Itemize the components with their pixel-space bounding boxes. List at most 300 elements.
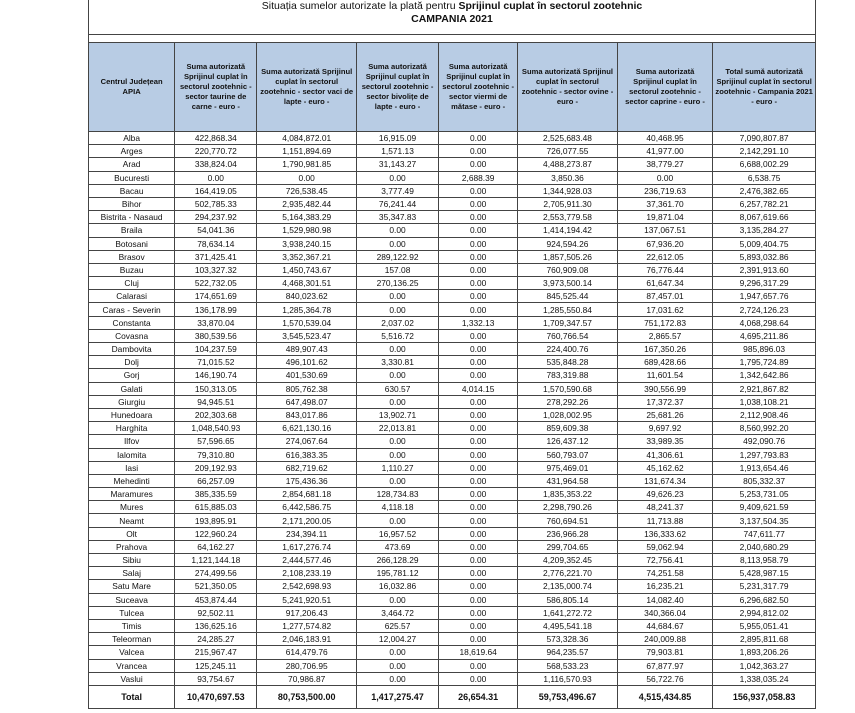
caprine-cell: 48,241.37 bbox=[617, 501, 712, 514]
taurine-cell: 92,502.11 bbox=[175, 606, 257, 619]
taurine-cell: 209,192.93 bbox=[175, 461, 257, 474]
bivolite-cell: 473.69 bbox=[356, 540, 438, 553]
ovine-cell: 560,793.07 bbox=[518, 448, 618, 461]
table-row bbox=[89, 606, 816, 619]
ovine-cell: 535,848.28 bbox=[518, 356, 618, 369]
vaci-lapte-cell: 1,570,539.04 bbox=[257, 316, 357, 329]
vaci-lapte-cell: 2,444,577.46 bbox=[257, 554, 357, 567]
title-line1 bbox=[89, 0, 815, 13]
viermi-matase-cell: 0.00 bbox=[439, 567, 518, 580]
table-row bbox=[89, 290, 816, 303]
viermi-matase-cell: 0.00 bbox=[439, 540, 518, 553]
total-cell: 6,688,002.29 bbox=[713, 158, 816, 171]
bivolite-cell: 0.00 bbox=[356, 646, 438, 659]
taurine-cell: 174,651.69 bbox=[175, 290, 257, 303]
campaign-title: CAMPANIA 2021 bbox=[411, 13, 493, 25]
vaci-lapte-cell: 5,164,383.29 bbox=[257, 211, 357, 224]
caprine-cell: 72,756.41 bbox=[617, 554, 712, 567]
viermi-matase-cell: 0.00 bbox=[439, 488, 518, 501]
header-vaci-lapte: Suma autorizată Sprijinul cuplat în sectorul zootehnic - sector vaci de lapte - euro - bbox=[257, 43, 357, 132]
county-cell: Prahova bbox=[89, 540, 175, 553]
viermi-matase-cell: 0.00 bbox=[439, 356, 518, 369]
county-cell: Olt bbox=[89, 527, 175, 540]
county-cell: Teleorman bbox=[89, 633, 175, 646]
total-cell: 1,297,793.83 bbox=[713, 448, 816, 461]
viermi-matase-cell: 0.00 bbox=[439, 132, 518, 145]
total-cell: 2,921,867.82 bbox=[713, 382, 816, 395]
caprine-cell: 38,779.27 bbox=[617, 158, 712, 171]
vaci-lapte-cell: 2,108,233.19 bbox=[257, 567, 357, 580]
vaci-lapte-cell: 4,084,872.01 bbox=[257, 132, 357, 145]
title-prefix: Situația sumelor autorizate la plată pentru bbox=[261, 0, 459, 12]
viermi-matase-cell: 0.00 bbox=[439, 448, 518, 461]
bivolite-cell: 3,464.72 bbox=[356, 606, 438, 619]
table-row bbox=[89, 408, 816, 421]
bivolite-cell: 16,957.52 bbox=[356, 527, 438, 540]
taurine-cell: 380,539.56 bbox=[175, 329, 257, 342]
taurine-cell: 136,625.16 bbox=[175, 619, 257, 632]
table-row bbox=[89, 184, 816, 197]
ovine-cell: 1,835,353.22 bbox=[518, 488, 618, 501]
taurine-cell: 453,874.44 bbox=[175, 593, 257, 606]
table-row bbox=[89, 580, 816, 593]
table-row bbox=[89, 474, 816, 487]
caprine-cell: 0.00 bbox=[617, 171, 712, 184]
taurine-cell: 502,785.33 bbox=[175, 197, 257, 210]
bivolite-cell: 2,037.02 bbox=[356, 316, 438, 329]
bivolite-cell: 3,330.81 bbox=[356, 356, 438, 369]
ovine-cell: 760,909.08 bbox=[518, 263, 618, 276]
table-row bbox=[89, 171, 816, 184]
viermi-matase-cell: 0.00 bbox=[439, 474, 518, 487]
taurine-cell: 0.00 bbox=[175, 171, 257, 184]
county-cell: Botosani bbox=[89, 237, 175, 250]
total-cell: 4,695,211.86 bbox=[713, 329, 816, 342]
vaci-lapte-cell: 2,046,183.91 bbox=[257, 633, 357, 646]
bivolite-cell: 16,915.09 bbox=[356, 132, 438, 145]
vaci-lapte-cell: 2,542,698.93 bbox=[257, 580, 357, 593]
county-cell: Ialomita bbox=[89, 448, 175, 461]
county-cell: Vrancea bbox=[89, 659, 175, 672]
ovine-cell: 224,400.76 bbox=[518, 343, 618, 356]
header-row bbox=[89, 43, 816, 132]
vaci-lapte-cell: 6,621,130.16 bbox=[257, 422, 357, 435]
caprine-cell: 340,366.04 bbox=[617, 606, 712, 619]
caprine-cell: 67,936.20 bbox=[617, 237, 712, 250]
vaci-lapte-cell: 401,530.69 bbox=[257, 369, 357, 382]
table-row bbox=[89, 303, 816, 316]
vaci-lapte-cell: 6,442,586.75 bbox=[257, 501, 357, 514]
county-cell: Neamt bbox=[89, 514, 175, 527]
vaci-lapte-cell: 682,719.62 bbox=[257, 461, 357, 474]
ovine-cell: 1,570,590.68 bbox=[518, 382, 618, 395]
bivolite-cell: 31,143.27 bbox=[356, 158, 438, 171]
total-total-cell: 156,937,058.83 bbox=[713, 685, 816, 708]
ovine-cell: 760,694.51 bbox=[518, 514, 618, 527]
caprine-cell: 41,977.00 bbox=[617, 145, 712, 158]
table-row bbox=[89, 554, 816, 567]
county-cell: Arges bbox=[89, 145, 175, 158]
total-cell: 2,391,913.60 bbox=[713, 263, 816, 276]
bivolite-cell: 0.00 bbox=[356, 369, 438, 382]
caprine-cell: 11,713.88 bbox=[617, 514, 712, 527]
vaci-lapte-cell: 3,545,523.47 bbox=[257, 329, 357, 342]
viermi-matase-cell: 0.00 bbox=[439, 224, 518, 237]
ovine-cell: 1,028,002.95 bbox=[518, 408, 618, 421]
bivolite-cell: 270,136.25 bbox=[356, 277, 438, 290]
table-row bbox=[89, 369, 816, 382]
vaci-lapte-cell: 2,935,482.44 bbox=[257, 197, 357, 210]
vaci-lapte-cell: 1,450,743.67 bbox=[257, 263, 357, 276]
bivolite-cell: 0.00 bbox=[356, 435, 438, 448]
caprine-cell: 41,306.61 bbox=[617, 448, 712, 461]
caprine-cell: 40,468.95 bbox=[617, 132, 712, 145]
bivolite-cell: 0.00 bbox=[356, 303, 438, 316]
table-row bbox=[89, 422, 816, 435]
total-cell: 8,067,619.66 bbox=[713, 211, 816, 224]
table-row bbox=[89, 646, 816, 659]
vaci-lapte-cell: 726,538.45 bbox=[257, 184, 357, 197]
title-box bbox=[88, 0, 816, 35]
vaci-lapte-cell: 1,285,364.78 bbox=[257, 303, 357, 316]
county-cell: Sibiu bbox=[89, 554, 175, 567]
viermi-matase-cell: 0.00 bbox=[439, 237, 518, 250]
county-cell: Braila bbox=[89, 224, 175, 237]
total-cell: 5,893,032.86 bbox=[713, 250, 816, 263]
taurine-cell: 1,048,540.93 bbox=[175, 422, 257, 435]
taurine-cell: 136,178.99 bbox=[175, 303, 257, 316]
total-cell: 747,611.77 bbox=[713, 527, 816, 540]
taurine-cell: 122,960.24 bbox=[175, 527, 257, 540]
ovine-cell: 4,488,273.87 bbox=[518, 158, 618, 171]
total-cell: 6,257,782.21 bbox=[713, 197, 816, 210]
county-cell: Caras - Severin bbox=[89, 303, 175, 316]
vaci-lapte-cell: 843,017.86 bbox=[257, 408, 357, 421]
ovine-cell: 2,298,790.26 bbox=[518, 501, 618, 514]
county-cell: Ilfov bbox=[89, 435, 175, 448]
ovine-cell: 236,966.28 bbox=[518, 527, 618, 540]
vaci-lapte-cell: 1,790,981.85 bbox=[257, 158, 357, 171]
ovine-cell: 726,077.55 bbox=[518, 145, 618, 158]
viermi-matase-cell: 0.00 bbox=[439, 197, 518, 210]
viermi-matase-cell: 0.00 bbox=[439, 263, 518, 276]
taurine-cell: 79,310.80 bbox=[175, 448, 257, 461]
total-cell: 1,947,657.76 bbox=[713, 290, 816, 303]
county-cell: Arad bbox=[89, 158, 175, 171]
header-caprine: Suma autorizată Sprijinul cuplat în sectorul zootehnic - sector caprine - euro - bbox=[617, 43, 712, 132]
ovine-cell: 1,641,272.72 bbox=[518, 606, 618, 619]
ovine-cell: 2,525,683.48 bbox=[518, 132, 618, 145]
caprine-cell: 87,457.01 bbox=[617, 290, 712, 303]
county-cell: Constanta bbox=[89, 316, 175, 329]
viermi-matase-cell: 0.00 bbox=[439, 211, 518, 224]
header-total: Total sumă autorizată Sprijinul cuplat în sectorul zootehnic - Campania 2021 - euro - bbox=[713, 43, 816, 132]
ovine-cell: 924,594.26 bbox=[518, 237, 618, 250]
vaci-lapte-cell: 917,206.43 bbox=[257, 606, 357, 619]
total-row bbox=[89, 685, 816, 708]
bivolite-cell: 0.00 bbox=[356, 395, 438, 408]
viermi-matase-cell: 0.00 bbox=[439, 619, 518, 632]
bivolite-cell: 289,122.92 bbox=[356, 250, 438, 263]
bivolite-cell: 128,734.83 bbox=[356, 488, 438, 501]
total-cell: 8,560,992.20 bbox=[713, 422, 816, 435]
caprine-cell: 16,235.21 bbox=[617, 580, 712, 593]
total-cell: 2,142,291.10 bbox=[713, 145, 816, 158]
caprine-cell: 61,647.34 bbox=[617, 277, 712, 290]
bivolite-cell: 195,781.12 bbox=[356, 567, 438, 580]
caprine-cell: 79,903.81 bbox=[617, 646, 712, 659]
total-cell: 1,038,108.21 bbox=[713, 395, 816, 408]
table-row bbox=[89, 448, 816, 461]
header-county: Centrul Județean APIA bbox=[89, 43, 175, 132]
vaci-lapte-cell: 2,854,681.18 bbox=[257, 488, 357, 501]
vaci-lapte-cell: 1,151,894.69 bbox=[257, 145, 357, 158]
viermi-matase-cell: 0.00 bbox=[439, 303, 518, 316]
bivolite-cell: 13,902.71 bbox=[356, 408, 438, 421]
ovine-cell: 975,469.01 bbox=[518, 461, 618, 474]
taurine-cell: 220,770.72 bbox=[175, 145, 257, 158]
ovine-cell: 4,209,352.45 bbox=[518, 554, 618, 567]
bivolite-cell: 0.00 bbox=[356, 593, 438, 606]
viermi-matase-cell: 0.00 bbox=[439, 290, 518, 303]
caprine-cell: 14,082.40 bbox=[617, 593, 712, 606]
county-cell: Bacau bbox=[89, 184, 175, 197]
county-cell: Suceava bbox=[89, 593, 175, 606]
table-row bbox=[89, 672, 816, 685]
vaci-lapte-cell: 614,479.76 bbox=[257, 646, 357, 659]
bivolite-cell: 12,004.27 bbox=[356, 633, 438, 646]
county-cell: Cluj bbox=[89, 277, 175, 290]
taurine-cell: 193,895.91 bbox=[175, 514, 257, 527]
bivolite-cell: 266,128.29 bbox=[356, 554, 438, 567]
vaci-lapte-cell: 1,617,276.74 bbox=[257, 540, 357, 553]
vaci-lapte-cell: 840,023.62 bbox=[257, 290, 357, 303]
vaci-lapte-cell: 4,468,301.51 bbox=[257, 277, 357, 290]
bivolite-cell: 0.00 bbox=[356, 343, 438, 356]
total-cell: 1,913,654.46 bbox=[713, 461, 816, 474]
caprine-cell: 689,428.66 bbox=[617, 356, 712, 369]
viermi-matase-cell: 0.00 bbox=[439, 580, 518, 593]
viermi-matase-cell: 0.00 bbox=[439, 250, 518, 263]
bivolite-cell: 157.08 bbox=[356, 263, 438, 276]
ovine-cell: 568,533.23 bbox=[518, 659, 618, 672]
caprine-cell: 44,684.67 bbox=[617, 619, 712, 632]
table-row bbox=[89, 250, 816, 263]
viermi-matase-cell: 0.00 bbox=[439, 158, 518, 171]
viermi-matase-cell: 0.00 bbox=[439, 672, 518, 685]
ovine-cell: 845,525.44 bbox=[518, 290, 618, 303]
ovine-cell: 1,116,570.93 bbox=[518, 672, 618, 685]
amounts-table bbox=[88, 42, 816, 709]
vaci-lapte-cell: 496,101.62 bbox=[257, 356, 357, 369]
total-cell: 2,895,811.68 bbox=[713, 633, 816, 646]
viermi-matase-cell: 4,014.15 bbox=[439, 382, 518, 395]
caprine-cell: 11,601.54 bbox=[617, 369, 712, 382]
bivolite-cell: 0.00 bbox=[356, 672, 438, 685]
caprine-cell: 9,697.92 bbox=[617, 422, 712, 435]
taurine-cell: 422,868.34 bbox=[175, 132, 257, 145]
table-row bbox=[89, 316, 816, 329]
ovine-cell: 586,805.14 bbox=[518, 593, 618, 606]
total-cell: 9,296,317.29 bbox=[713, 277, 816, 290]
table-row bbox=[89, 329, 816, 342]
bivolite-cell: 76,241.44 bbox=[356, 197, 438, 210]
total-caprine-cell: 4,515,434.85 bbox=[617, 685, 712, 708]
caprine-cell: 45,162.62 bbox=[617, 461, 712, 474]
total-cell: 6,538.75 bbox=[713, 171, 816, 184]
table-row bbox=[89, 593, 816, 606]
table-row bbox=[89, 633, 816, 646]
viermi-matase-cell: 0.00 bbox=[439, 633, 518, 646]
county-cell: Calarasi bbox=[89, 290, 175, 303]
vaci-lapte-cell: 1,529,980.98 bbox=[257, 224, 357, 237]
table-row bbox=[89, 527, 816, 540]
caprine-cell: 137,067.51 bbox=[617, 224, 712, 237]
total-cell: 9,409,621.59 bbox=[713, 501, 816, 514]
total-cell: 805,332.37 bbox=[713, 474, 816, 487]
county-cell: Bucuresti bbox=[89, 171, 175, 184]
ovine-cell: 1,857,505.26 bbox=[518, 250, 618, 263]
bivolite-cell: 630.57 bbox=[356, 382, 438, 395]
total-cell: 2,476,382.65 bbox=[713, 184, 816, 197]
ovine-cell: 1,414,194.42 bbox=[518, 224, 618, 237]
taurine-cell: 215,967.47 bbox=[175, 646, 257, 659]
taurine-cell: 78,634.14 bbox=[175, 237, 257, 250]
caprine-cell: 751,172.83 bbox=[617, 316, 712, 329]
county-cell: Buzau bbox=[89, 263, 175, 276]
ovine-cell: 859,609.38 bbox=[518, 422, 618, 435]
caprine-cell: 17,031.62 bbox=[617, 303, 712, 316]
vaci-lapte-cell: 274,067.64 bbox=[257, 435, 357, 448]
vaci-lapte-cell: 5,241,920.51 bbox=[257, 593, 357, 606]
total-cell: 8,113,958.79 bbox=[713, 554, 816, 567]
taurine-cell: 522,732.05 bbox=[175, 277, 257, 290]
county-cell: Timis bbox=[89, 619, 175, 632]
total-cell: 2,994,812.02 bbox=[713, 606, 816, 619]
ovine-cell: 783,319.88 bbox=[518, 369, 618, 382]
table-row bbox=[89, 356, 816, 369]
county-cell: Maramures bbox=[89, 488, 175, 501]
caprine-cell: 67,877.97 bbox=[617, 659, 712, 672]
table-row bbox=[89, 567, 816, 580]
total-cell: 3,135,284.27 bbox=[713, 224, 816, 237]
caprine-cell: 76,776.44 bbox=[617, 263, 712, 276]
viermi-matase-cell: 0.00 bbox=[439, 184, 518, 197]
table-row bbox=[89, 461, 816, 474]
total-cell: 5,231,317.79 bbox=[713, 580, 816, 593]
taurine-cell: 33,870.04 bbox=[175, 316, 257, 329]
viermi-matase-cell: 0.00 bbox=[439, 527, 518, 540]
county-cell: Satu Mare bbox=[89, 580, 175, 593]
taurine-cell: 164,419.05 bbox=[175, 184, 257, 197]
taurine-cell: 57,596.65 bbox=[175, 435, 257, 448]
county-cell: Galati bbox=[89, 382, 175, 395]
caprine-cell: 59,062.94 bbox=[617, 540, 712, 553]
vaci-lapte-cell: 3,352,367.21 bbox=[257, 250, 357, 263]
title-bold-part: Sprijinul cuplat în sectorul zootehnic bbox=[458, 0, 643, 12]
bivolite-cell: 0.00 bbox=[356, 224, 438, 237]
viermi-matase-cell: 0.00 bbox=[439, 514, 518, 527]
county-cell: Mures bbox=[89, 501, 175, 514]
ovine-cell: 1,344,928.03 bbox=[518, 184, 618, 197]
county-cell: Bistrita - Nasaud bbox=[89, 211, 175, 224]
vaci-lapte-cell: 805,762.38 bbox=[257, 382, 357, 395]
bivolite-cell: 1,571.13 bbox=[356, 145, 438, 158]
total-cell: 5,009,404.75 bbox=[713, 237, 816, 250]
table-row bbox=[89, 277, 816, 290]
vaci-lapte-cell: 70,986.87 bbox=[257, 672, 357, 685]
viermi-matase-cell: 2,688.39 bbox=[439, 171, 518, 184]
caprine-cell: 131,674.34 bbox=[617, 474, 712, 487]
bivolite-cell: 0.00 bbox=[356, 237, 438, 250]
bivolite-cell: 0.00 bbox=[356, 474, 438, 487]
viermi-matase-cell: 18,619.64 bbox=[439, 646, 518, 659]
total-cell: 492,090.76 bbox=[713, 435, 816, 448]
total-cell: 1,042,363.27 bbox=[713, 659, 816, 672]
header-ovine: Suma autorizată Sprijinul cuplat în sectorul zootehnic - sector ovine - euro - bbox=[518, 43, 618, 132]
taurine-cell: 150,313.05 bbox=[175, 382, 257, 395]
table-row bbox=[89, 224, 816, 237]
caprine-cell: 56,722.76 bbox=[617, 672, 712, 685]
county-cell: Hunedoara bbox=[89, 408, 175, 421]
caprine-cell: 236,719.63 bbox=[617, 184, 712, 197]
table-row bbox=[89, 132, 816, 145]
bivolite-cell: 1,110.27 bbox=[356, 461, 438, 474]
total-cell: 2,112,908.46 bbox=[713, 408, 816, 421]
bivolite-cell: 3,777.49 bbox=[356, 184, 438, 197]
taurine-cell: 71,015.52 bbox=[175, 356, 257, 369]
table-row bbox=[89, 540, 816, 553]
vaci-lapte-cell: 1,277,574.82 bbox=[257, 619, 357, 632]
caprine-cell: 37,361.70 bbox=[617, 197, 712, 210]
ovine-cell: 3,973,500.14 bbox=[518, 277, 618, 290]
caprine-cell: 390,556.99 bbox=[617, 382, 712, 395]
viermi-matase-cell: 0.00 bbox=[439, 659, 518, 672]
caprine-cell: 33,989.35 bbox=[617, 435, 712, 448]
taurine-cell: 64,162.27 bbox=[175, 540, 257, 553]
caprine-cell: 17,372.37 bbox=[617, 395, 712, 408]
vaci-lapte-cell: 3,938,240.15 bbox=[257, 237, 357, 250]
total-cell: 3,137,504.35 bbox=[713, 514, 816, 527]
table-row bbox=[89, 263, 816, 276]
viermi-matase-cell: 1,332.13 bbox=[439, 316, 518, 329]
county-cell: Alba bbox=[89, 132, 175, 145]
vaci-lapte-cell: 616,383.35 bbox=[257, 448, 357, 461]
viermi-matase-cell: 0.00 bbox=[439, 501, 518, 514]
total-cell: 5,955,051.41 bbox=[713, 619, 816, 632]
county-cell: Vaslui bbox=[89, 672, 175, 685]
ovine-cell: 4,495,541.18 bbox=[518, 619, 618, 632]
total-viermi-matase-cell: 26,654.31 bbox=[439, 685, 518, 708]
viermi-matase-cell: 0.00 bbox=[439, 593, 518, 606]
total-cell: 5,428,987.15 bbox=[713, 567, 816, 580]
county-cell: Covasna bbox=[89, 329, 175, 342]
table-row bbox=[89, 435, 816, 448]
bivolite-cell: 0.00 bbox=[356, 514, 438, 527]
table-row bbox=[89, 488, 816, 501]
ovine-cell: 2,705,911.30 bbox=[518, 197, 618, 210]
taurine-cell: 274,499.56 bbox=[175, 567, 257, 580]
table-row bbox=[89, 501, 816, 514]
vaci-lapte-cell: 2,171,200.05 bbox=[257, 514, 357, 527]
table-row bbox=[89, 659, 816, 672]
caprine-cell: 25,681.26 bbox=[617, 408, 712, 421]
county-cell: Dambovita bbox=[89, 343, 175, 356]
taurine-cell: 385,335.59 bbox=[175, 488, 257, 501]
caprine-cell: 136,333.62 bbox=[617, 527, 712, 540]
taurine-cell: 1,121,144.18 bbox=[175, 554, 257, 567]
taurine-cell: 294,237.92 bbox=[175, 211, 257, 224]
